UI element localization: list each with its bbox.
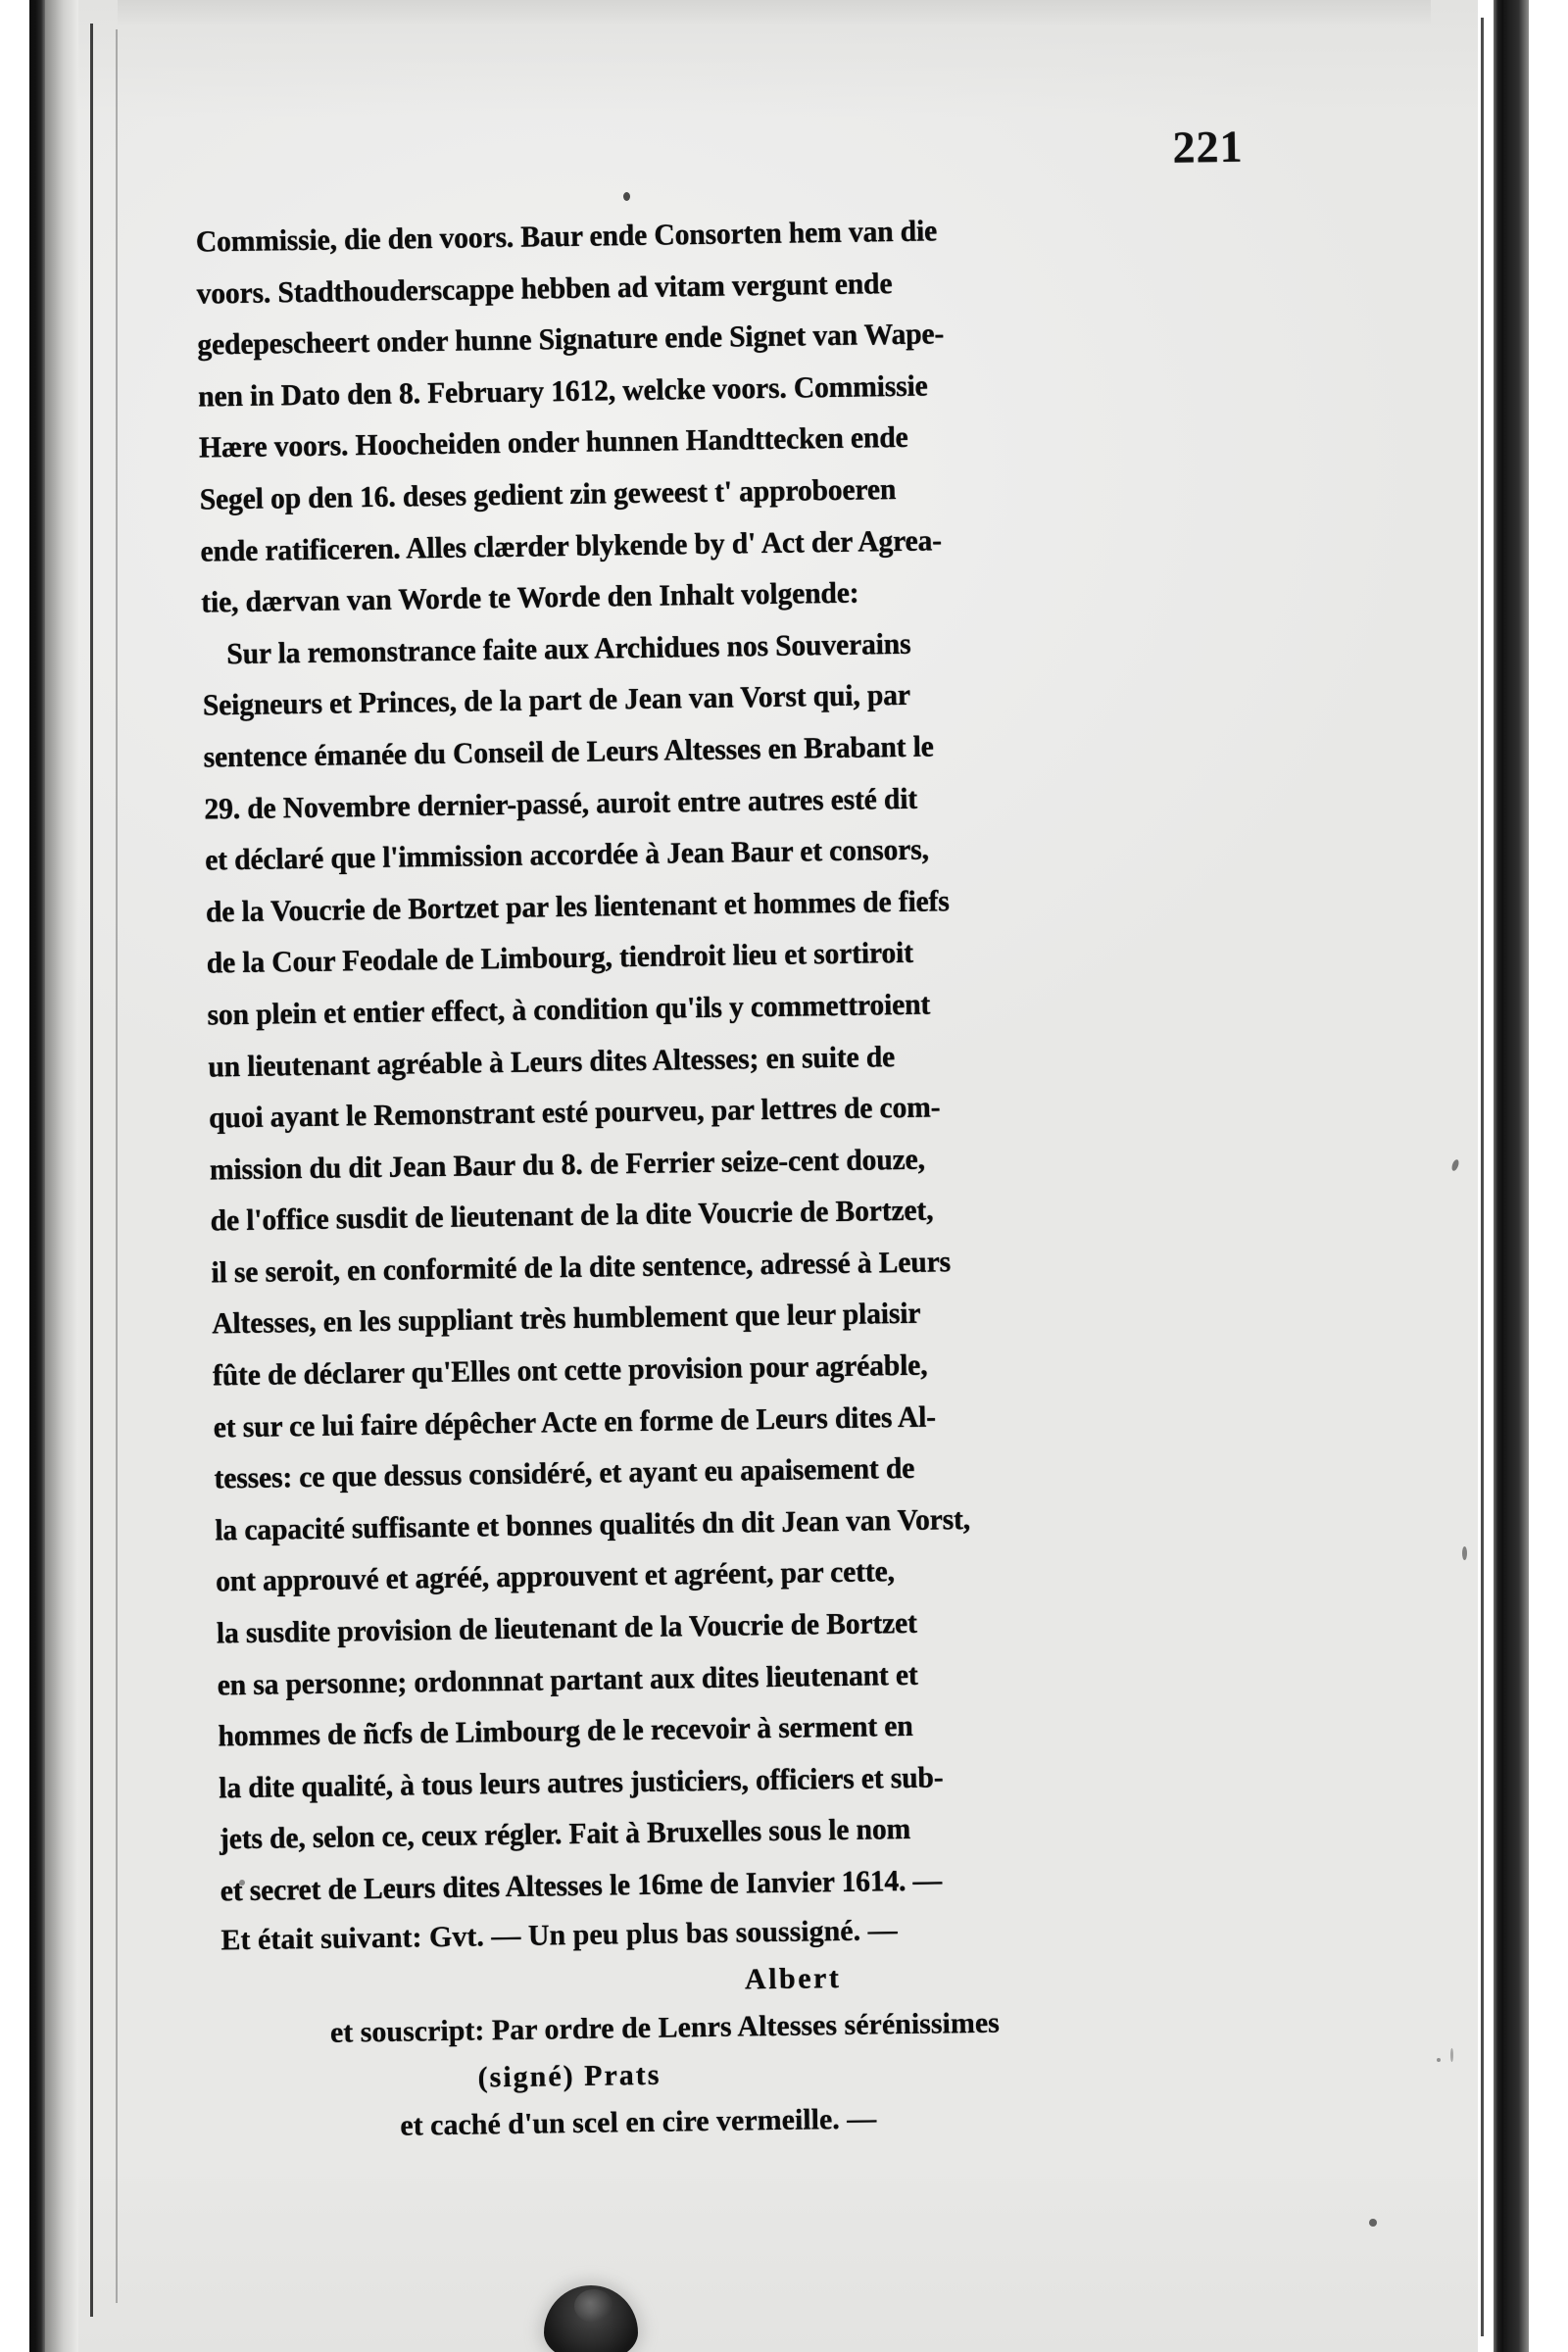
page-edge-dark-right-inner <box>1494 0 1503 2352</box>
text-line: tesses: ce que dessus considéré, et ayant eu apaisement de <box>214 1451 915 1495</box>
book-spine-falloff <box>45 0 78 2352</box>
seal-note: et caché d'un scel en cire vermeille. — <box>400 2102 877 2142</box>
page-edge-line-right <box>1481 18 1484 2336</box>
signature-block <box>220 1900 1366 2152</box>
dutch-paragraph <box>195 199 1344 628</box>
text-line: Sur la remonstrance faite aux Archidues nos Souverains <box>226 626 911 670</box>
scan-speck <box>1450 2048 1453 2062</box>
text-line: la dite qualité, à tous leurs autres justiciers, officiers et sub- <box>218 1760 944 1805</box>
text-line: ont approuvé et agréé, approuvent et agréent, par cette, <box>215 1554 896 1598</box>
signed-by: (signé) Prats <box>477 2058 662 2094</box>
french-paragraph <box>202 612 1363 1917</box>
text-line: de la Cour Feodale de Limbourg, tiendroit lieu et sortiroit <box>206 936 914 980</box>
text-line: 29. de Novembre dernier-passé, auroit entre autres esté dit <box>204 781 918 826</box>
text-line: il se seroit, en conformité de la dite sentence, adressé à Leurs <box>211 1245 952 1290</box>
text-line: fûte de déclarer qu'Elles ont cette provision pour agréable, <box>212 1348 928 1393</box>
text-line: tie, dærvan van Worde te Worde den Inhalt volgende: <box>201 575 859 619</box>
scan-speck <box>1462 1546 1467 1560</box>
text-line: la susdite provision de lieutenant de la Voucrie de Bortzet <box>216 1605 917 1650</box>
text-line: Seigneurs et Princes, de la part de Jean van Vorst qui, par <box>202 678 911 722</box>
text-line: voors. Stadthouderscappe hebben ad vitam vergunt ende <box>196 266 893 311</box>
text-line: gedepescheert onder hunne Signature ende Signet van Wape- <box>197 317 945 362</box>
page-number: 221 <box>1172 121 1244 172</box>
page-content <box>176 109 1373 2152</box>
paper-bottom-shading <box>76 2156 1478 2352</box>
scan-top-band <box>118 0 1431 25</box>
page-edge-line-left-secondary <box>116 29 118 2303</box>
text-line: un lieutenant agréable à Leurs dites Altesses; en suite de <box>208 1039 896 1083</box>
text-line: Hære voors. Hoocheiden onder hunnen Handttecken ende <box>198 420 908 465</box>
text-line: de l'office susdit de lieutenant de la dite Voucrie de Bortzet, <box>210 1193 934 1238</box>
text-line: Altesses, en les suppliant très humblement que leur plaisir <box>211 1297 921 1341</box>
text-line: en sa personne; ordonnnat partant aux dites lieutenant et <box>217 1657 918 1702</box>
scanner-thumb-highlight <box>574 2289 613 2323</box>
text-line: la capacité suffisante et bonnes qualités dn dit Jean van Vorst, <box>215 1501 971 1547</box>
scan-right-margin <box>1529 0 1568 2352</box>
text-line: sentence émanée du Conseil de Leurs Altesses en Brabant le <box>203 729 934 774</box>
text-line: nen in Dato den 8. February 1612, welcke voors. Commissie <box>197 368 928 414</box>
body-text <box>177 199 1372 2152</box>
signature-preamble: Et était suivant: Gvt. — Un peu plus bas soussigné. — <box>220 1913 898 1956</box>
text-line: quoi ayant le Remonstrant esté pourveu, par lettres de com- <box>208 1090 941 1135</box>
text-line: mission du dit Jean Baur du 8. de Ferrier seize-cent douze, <box>209 1142 925 1187</box>
signer-name: Albert <box>744 1961 842 1996</box>
text-line: et secret de Leurs dites Altesses le 16me de Ianvier 1614. — <box>220 1863 943 1908</box>
text-line: et déclaré que l'immission accordée à Jean Baur et consors, <box>204 832 929 877</box>
text-line: hommes de ñcfs de Limbourg de le recevoir à serment en <box>218 1709 913 1753</box>
text-line: jets de, selon ce, ceux régler. Fait à Bruxelles sous le nom <box>219 1812 911 1856</box>
text-line: ende ratificeren. Alles clærder blykende by d' Act der Agrea- <box>200 522 943 568</box>
scan-speck <box>1369 2219 1377 2227</box>
folio-row <box>176 109 1344 217</box>
page-edge-line-left <box>90 24 93 2317</box>
text-line: Commissie, die den voors. Baur ende Consorten hem van die <box>195 214 938 259</box>
scan-speck <box>1437 2058 1441 2062</box>
text-line: Segel op den 16. deses gedient zin geweest t' approboeren <box>199 471 897 516</box>
text-line: de la Voucrie de Bortzet par les lientenant et hommes de fiefs <box>205 883 950 929</box>
signature-countersign: et souscript: Par ordre de Lenrs Altesses sérénissimes <box>329 2006 1001 2049</box>
text-line: son plein et entier effect, à condition qu'ils y commettroient <box>207 987 931 1032</box>
book-spine-shadow <box>29 0 45 2352</box>
text-line: et sur ce lui faire dépêcher Acte en forme de Leurs dites Al- <box>213 1399 937 1445</box>
page-edge-dark-right-outer <box>1503 0 1529 2352</box>
